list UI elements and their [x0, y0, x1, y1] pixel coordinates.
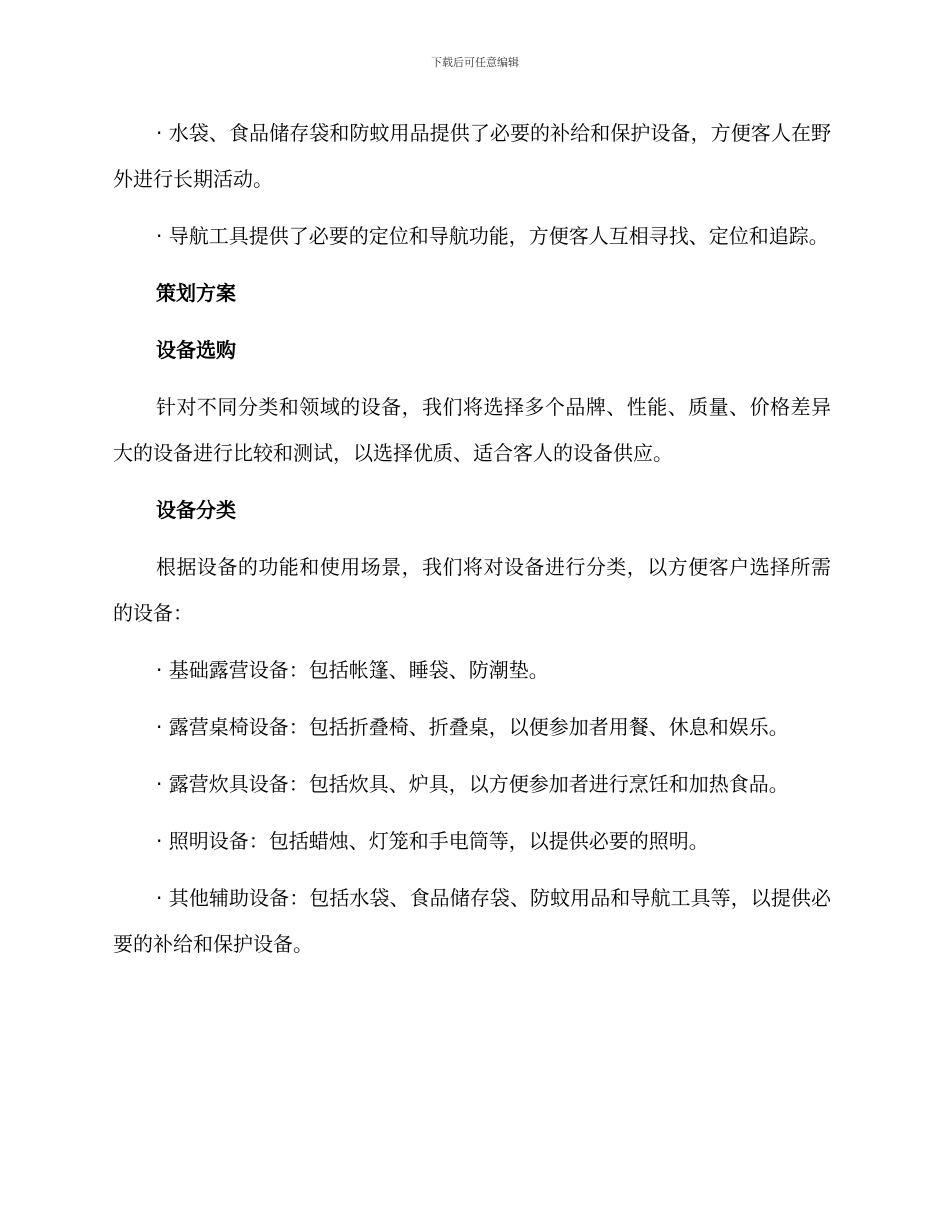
list-item-auxiliary: · 其他辅助设备：包括水袋、食品储存袋、防蚊用品和导航工具等，以提供必要的补给和保护设备。 [113, 886, 831, 956]
paragraph-purchase: 针对不同分类和领域的设备，我们将选择多个品牌、性能、质量、价格差异大的设备进行比较和测试，以选择优质、适合客人的设备供应。 [113, 395, 831, 465]
list-item-cookware: · 露营炊具设备：包括炊具、炉具，以方便参加者进行烹饪和加热食品。 [156, 772, 789, 796]
paragraph-water-bags: · 水袋、食品储存袋和防蚊用品提供了必要的补给和保护设备，方便客人在野外进行长期活动。 [113, 121, 831, 191]
document-body [113, 110, 831, 978]
list-item-basic-camping: · 基础露营设备：包括帐篷、睡袋、防潮垫。 [156, 658, 549, 682]
list-item-tables-chairs: · 露营桌椅设备：包括折叠椅、折叠桌，以便参加者用餐、休息和娱乐。 [156, 715, 789, 739]
page-header: 下载后可任意编辑 [431, 56, 519, 69]
list-item-lighting: · 照明设备：包括蜡烛、灯笼和手电筒等，以提供必要的照明。 [156, 829, 709, 853]
paragraph-classification-intro: 根据设备的功能和使用场景，我们将对设备进行分类，以方便客户选择所需的设备： [113, 555, 831, 625]
heading-equipment-purchase: 设备选购 [156, 338, 236, 362]
heading-planning: 策划方案 [156, 281, 236, 305]
heading-equipment-classification: 设备分类 [156, 498, 236, 522]
paragraph-navigation-tools: · 导航工具提供了必要的定位和导航功能，方便客人互相寻找、定位和追踪。 [156, 224, 829, 248]
